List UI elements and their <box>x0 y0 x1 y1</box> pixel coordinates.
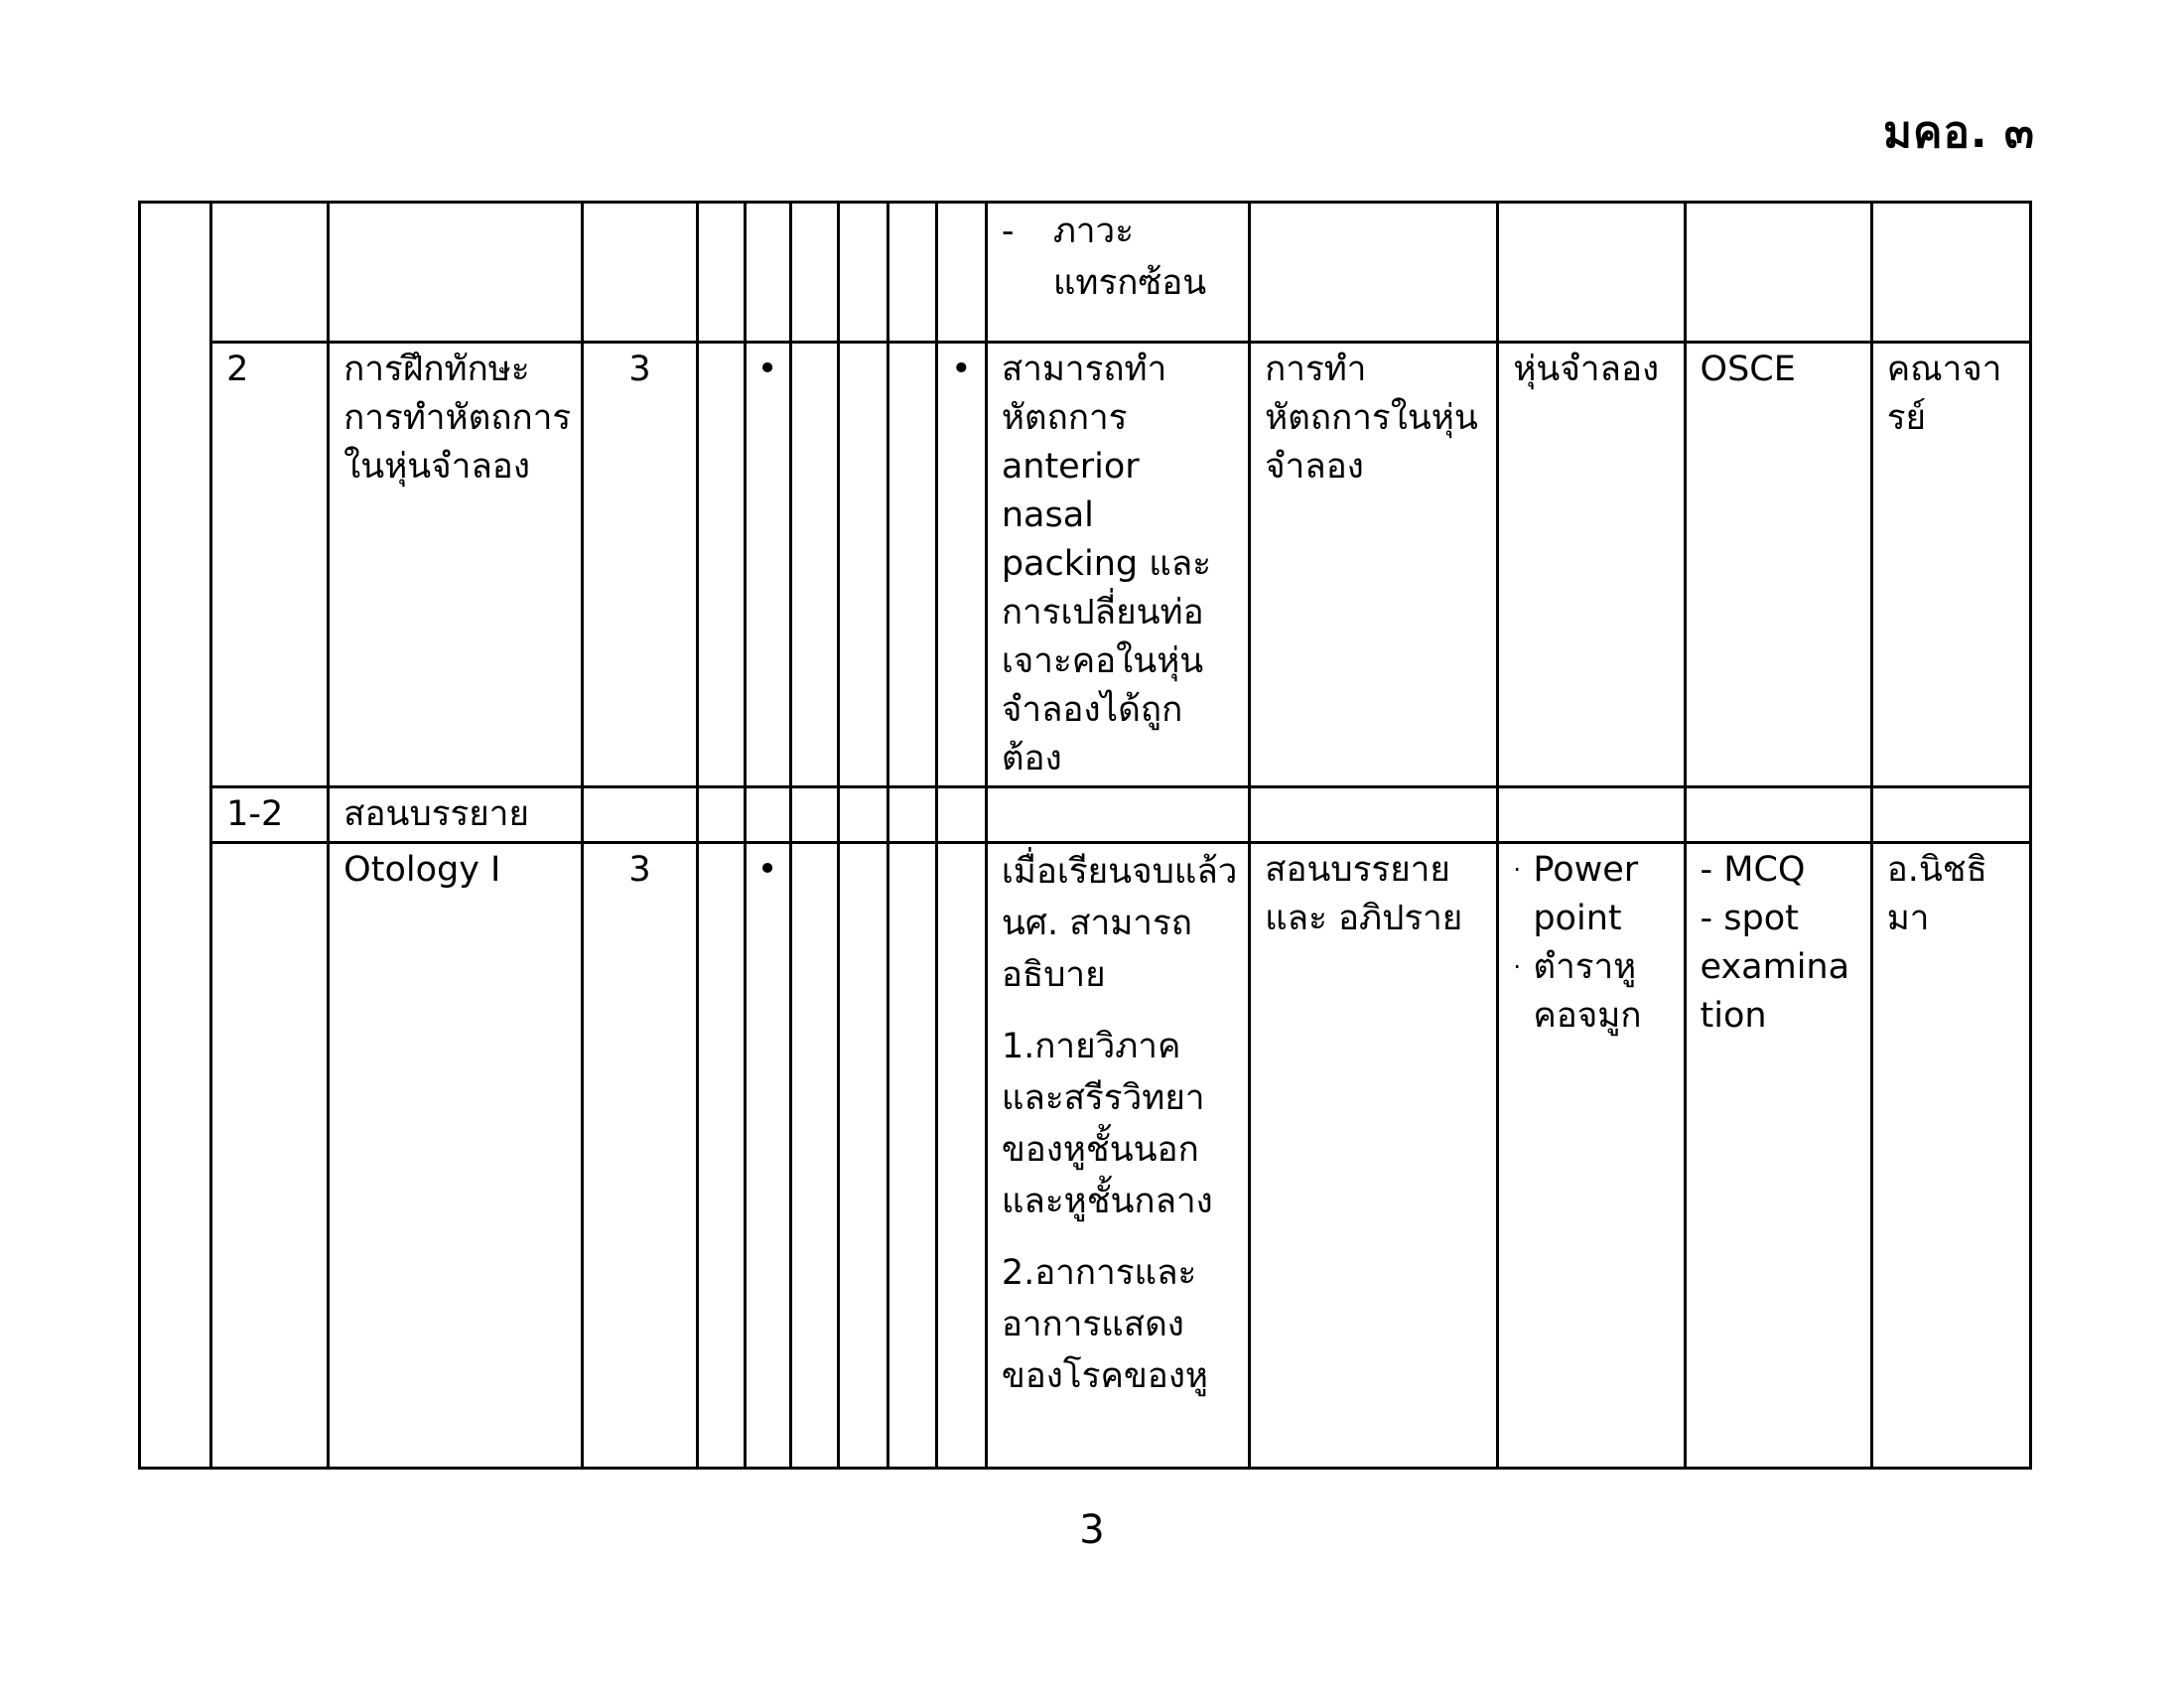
topic-cell <box>329 203 583 343</box>
mark-cell <box>838 343 887 787</box>
outcome-intro: เมื่อเรียนจบแล้ว นศ. สามารถอธิบาย <box>1001 852 1238 995</box>
outcome-item-1: 1.กายวิภาคและสรีรวิทยาของหูชั้นนอกและหูชั้นกลาง <box>1001 1027 1213 1221</box>
assessment-cell <box>1685 843 1871 1469</box>
mark-cell <box>936 843 986 1469</box>
method-cell: การทำหัตถการในหุ่นจำลอง <box>1250 343 1498 787</box>
media-list-item <box>1513 846 1673 943</box>
outcome-cell: สามารถทำหัตถการ anterior nasal packing และการเปลี่ยนท่อเจาะคอในหุ่นจำลองได้ถูกต้อง <box>986 343 1249 787</box>
instructor-cell: อ.นิชธิมา <box>1871 843 2030 1469</box>
mark-cell: • <box>745 343 790 787</box>
instructor-cell <box>1871 203 2030 343</box>
mark-cell <box>887 203 936 343</box>
topic-cell: การฝึกทักษะการทำหัตถการในหุ่นจำลอง <box>329 343 583 787</box>
mark-cell <box>887 843 936 1469</box>
mark-cell <box>838 787 887 843</box>
hours-cell <box>583 203 697 343</box>
media-cell <box>1498 787 1685 843</box>
media-cell: หุ่นจำลอง <box>1498 343 1685 787</box>
mark-cell <box>790 787 838 843</box>
table-row <box>140 843 2031 1469</box>
mark-cell <box>936 203 986 343</box>
media-cell <box>1498 203 1685 343</box>
mark-cell <box>697 787 745 843</box>
mark-cell <box>887 343 936 787</box>
hours-cell <box>583 787 697 843</box>
week-cell <box>211 843 329 1469</box>
mark-cell <box>936 787 986 843</box>
method-cell: สอนบรรยาย และ อภิปราย <box>1250 843 1498 1469</box>
bullet-icon: · <box>1513 953 1521 981</box>
outcome-cell <box>986 203 1249 343</box>
mark-cell <box>790 343 838 787</box>
method-cell <box>1250 787 1498 843</box>
mark-cell <box>745 203 790 343</box>
document-code: มคอ. ๓ <box>1883 107 2035 158</box>
assessment-cell <box>1685 787 1871 843</box>
week-cell: 2 <box>211 343 329 787</box>
assessment-cell: OSCE <box>1685 343 1871 787</box>
hours-cell: 3 <box>583 343 697 787</box>
mark-cell: • <box>936 343 986 787</box>
page-number: 3 <box>1079 1507 1105 1553</box>
media-item-text: Power point <box>1533 850 1639 938</box>
bullet-icon: · <box>1513 856 1521 884</box>
mark-cell <box>697 203 745 343</box>
media-item-text: ตำราหูคอจมูก <box>1533 947 1642 1036</box>
table-row <box>140 787 2031 843</box>
assessment-item: - spot examination <box>1700 899 1850 1036</box>
mark-cell <box>697 343 745 787</box>
course-plan-table <box>138 201 2032 1470</box>
mark-cell <box>838 843 887 1469</box>
media-list-item <box>1513 943 1673 1041</box>
method-cell <box>1250 203 1498 343</box>
media-cell <box>1498 843 1685 1469</box>
table-row <box>140 203 2031 343</box>
outcome-text: ภาวะ แทรกซ้อน <box>1052 211 1207 303</box>
topic-cell: Otology I <box>329 843 583 1469</box>
hours-cell: 3 <box>583 843 697 1469</box>
instructor-cell: คณาจารย์ <box>1871 343 2030 787</box>
week-cell: 1-2 <box>211 787 329 843</box>
mark-cell <box>887 787 936 843</box>
assessment-item: - MCQ <box>1700 850 1806 890</box>
outcome-cell <box>986 787 1249 843</box>
instructor-cell <box>1871 787 2030 843</box>
mark-cell <box>697 843 745 1469</box>
week-cell <box>211 203 329 343</box>
list-dash: - <box>1001 211 1015 251</box>
left-margin-cell <box>140 203 211 1469</box>
outcome-list-item <box>1002 206 1238 309</box>
mark-cell: • <box>745 843 790 1469</box>
outcome-item-2: 2.อาการและอาการแสดงของโรคของหู <box>1001 1253 1208 1396</box>
table-row <box>140 343 2031 787</box>
mark-cell <box>838 203 887 343</box>
assessment-cell <box>1685 203 1871 343</box>
mark-cell <box>745 787 790 843</box>
topic-cell: สอนบรรยาย <box>329 787 583 843</box>
mark-cell <box>790 203 838 343</box>
outcome-cell <box>986 843 1249 1469</box>
mark-cell <box>790 843 838 1469</box>
